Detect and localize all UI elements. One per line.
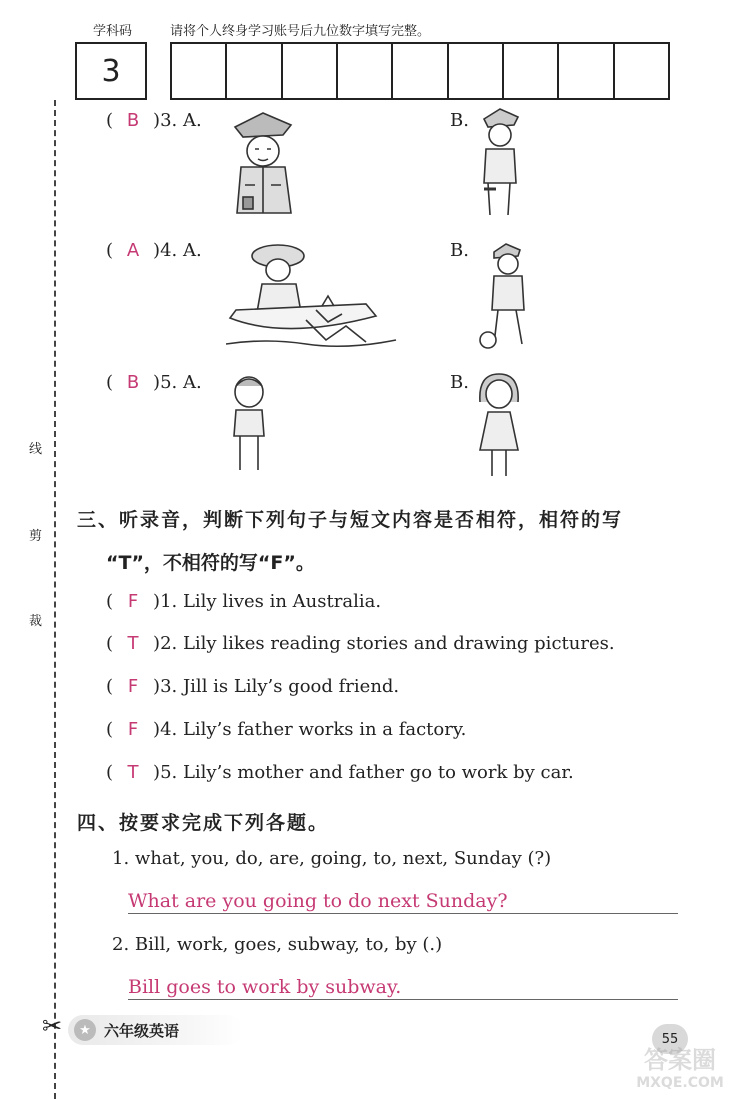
tf-item-1: ( F )1. Lily lives in Australia. (106, 591, 382, 612)
question-label: 4. A. (160, 240, 202, 261)
statement-text: 1. Lily lives in Australia. (160, 591, 382, 612)
star-icon: ★ (74, 1019, 96, 1041)
section-3-title: 三、听录音，判断下列句子与短文内容是否相符，相符的写 (77, 509, 624, 531)
question-label: 3. A. (160, 110, 202, 131)
answer-line-1[interactable]: What are you going to do next Sunday? (128, 890, 678, 914)
answer-mark: F (127, 591, 139, 612)
watermark-url: MXQE.COM (636, 1075, 724, 1091)
account-instruction: 请将个人终身学习账号后九位数字填写完整。 (170, 24, 431, 39)
policeman-illustration (225, 105, 300, 220)
statement-text: 2. Lily likes reading stories and drawing pictures. (160, 633, 615, 654)
answer-mark: A (126, 240, 140, 261)
tf-item-3: ( F )3. Jill is Lily’s good friend. (106, 676, 400, 697)
cut-line-char: 线 (29, 438, 42, 457)
tf-item-5: ( T )5. Lily’s mother and father go to work by car. (106, 762, 574, 783)
subject-code-box: 3 (75, 42, 147, 100)
picture-question-5: ( B )5. A. (106, 372, 202, 393)
option-b-label: B. (450, 240, 469, 261)
statement-text: 5. Lily’s mother and father go to work by car. (160, 762, 574, 783)
girl-illustration (474, 372, 524, 480)
answer-mark: T (127, 762, 139, 783)
cut-line-char: 裁 (29, 610, 42, 629)
option-b-label: B. (450, 110, 469, 131)
account-digit-boxes (170, 42, 670, 100)
reorder-prompt-1: 1. what, you, do, are, going, to, next, Sunday (?) (112, 848, 552, 869)
football-boy-illustration (476, 240, 541, 352)
digit-cell[interactable] (615, 44, 668, 98)
digit-cell[interactable] (449, 44, 504, 98)
digit-cell[interactable] (283, 44, 338, 98)
picture-question-4: ( A )4. A. (106, 240, 202, 261)
digit-cell[interactable] (227, 44, 282, 98)
digit-cell[interactable] (559, 44, 614, 98)
answer-mark: T (127, 633, 139, 654)
statement-text: 4. Lily’s father works in a factory. (160, 719, 467, 740)
boy-illustration (228, 374, 270, 474)
digit-cell[interactable] (504, 44, 559, 98)
subject-code-label: 学科码 (93, 24, 133, 39)
answer-line-2[interactable]: Bill goes to work by subway. (128, 976, 678, 1000)
reorder-prompt-2: 2. Bill, work, goes, subway, to, by (.) (112, 934, 443, 955)
scissors-icon: ✂ (42, 1012, 63, 1040)
section-4-title: 四、按要求完成下列各题。 (77, 812, 330, 834)
digit-cell[interactable] (338, 44, 393, 98)
picture-question-3: ( B )3. A. (106, 110, 202, 131)
digit-cell[interactable] (172, 44, 227, 98)
answer-mark: F (127, 676, 139, 697)
answer-mark: F (127, 719, 139, 740)
question-label: 5. A. (160, 372, 202, 393)
cut-line-char: 剪 (29, 525, 42, 544)
option-b-label: B. (450, 372, 469, 393)
statement-text: 3. Jill is Lily’s good friend. (160, 676, 400, 697)
section-3-subtitle: “T”，不相符的写“F”。 (106, 552, 315, 574)
fisherman-illustration (226, 240, 406, 350)
page-number: 55 (652, 1024, 688, 1054)
book-title: 六年级英语 (104, 1022, 180, 1040)
worker-illustration (470, 105, 530, 220)
digit-cell[interactable] (393, 44, 448, 98)
cutting-line (54, 100, 56, 1099)
tf-item-2: ( T )2. Lily likes reading stories and drawing pictures. (106, 633, 615, 654)
tf-item-4: ( F )4. Lily’s father works in a factory. (106, 719, 467, 740)
watermark (620, 1040, 740, 1091)
answer-mark: B (126, 110, 140, 131)
answer-mark: B (126, 372, 140, 393)
watermark-logo: 答案圈 (644, 1046, 716, 1074)
